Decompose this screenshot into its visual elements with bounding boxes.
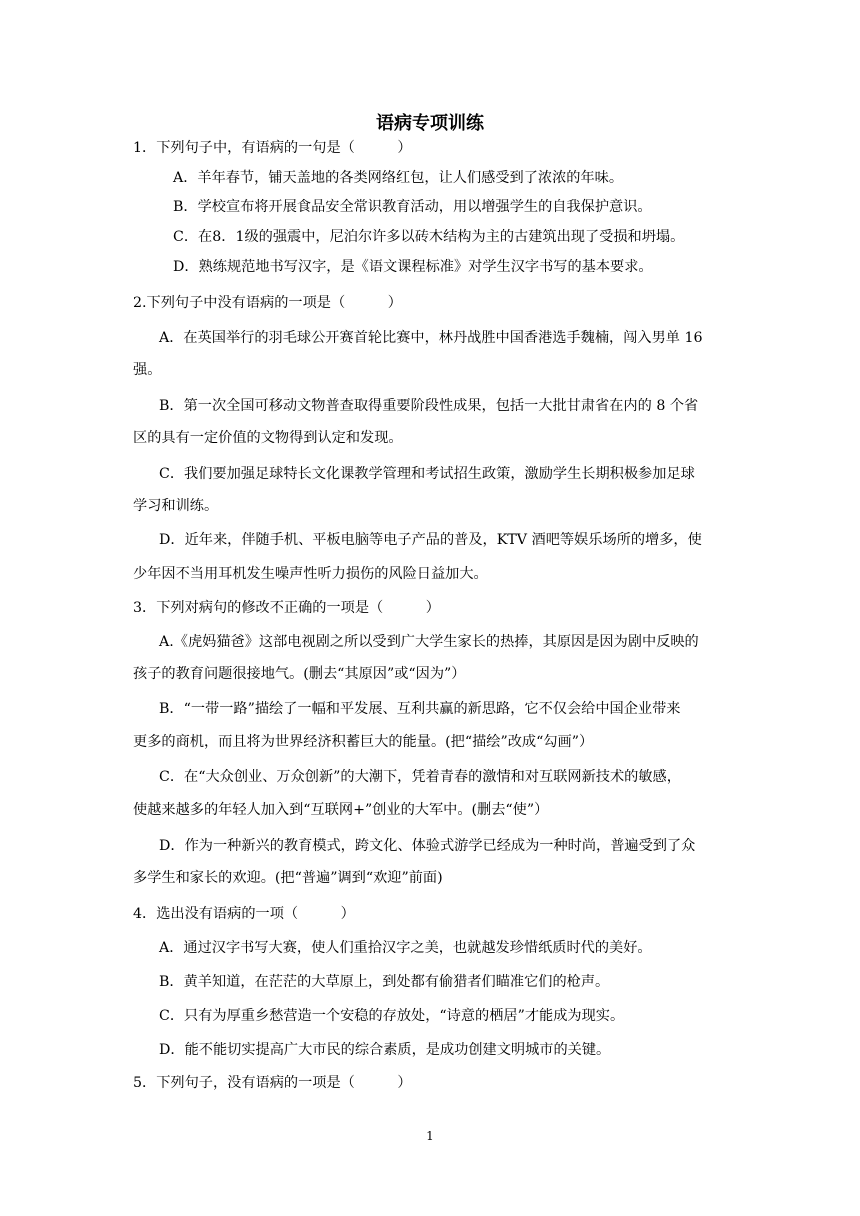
question-3-option-c-line-1: C．在“大众创业、万众创新”的大潮下，凭着青春的激情和对互联网新技术的敏感，	[159, 769, 681, 785]
question-2-option-a-line-1: A．在英国举行的羽毛球公开赛首轮比赛中，林丹战胜中国香港选手魏楠，闯入男单 16	[159, 330, 703, 346]
question-1-option-b: B．学校宣布将开展食品安全常识教育活动，用以增强学生的自我保护意识。	[173, 199, 652, 215]
question-4-option-b: B．黄羊知道，在茫茫的大草原上，到处都有偷猎者们瞄准它们的枪声。	[159, 974, 610, 990]
question-2-option-b-line-1: B．第一次全国可移动文物普查取得重要阶段性成果，包括一大批甘肃省在内的 8 个省	[159, 398, 699, 414]
question-4-option-d: D．能不能切实提高广大市民的综合素质，是成功创建文明城市的关键。	[159, 1042, 611, 1058]
document-title: 语病专项训练	[376, 113, 484, 134]
question-3-option-b-line-1: B．“一带一路”描绘了一幅和平发展、互利共赢的新思路，它不仅会给中国企业带来	[159, 701, 681, 717]
question-3-option-a-line-1: A.《虎妈猫爸》这部电视剧之所以受到广大学生家长的热捧，其原因是因为剧中反映的	[159, 634, 699, 650]
question-2-option-c-line-2: 学习和训练。	[133, 498, 219, 514]
question-2-stem: 2.下列句子中没有语病的一项是（ ）	[133, 295, 402, 311]
question-2-option-d-line-1: D．近年来，伴随手机、平板电脑等电子产品的普及，KTV 酒吧等娱乐场所的增多，使	[159, 532, 702, 548]
question-5-stem: 5．下列句子，没有语病的一项是（ ）	[133, 1075, 412, 1091]
question-3-option-d-line-1: D．作为一种新兴的教育模式，跨文化、体验式游学已经成为一种时尚，普遍受到了众	[159, 838, 696, 854]
question-3-option-c-line-2: 使越来越多的年轻人加入到“互联网+”创业的大军中。(删去“使”）	[133, 802, 549, 818]
question-2-option-c-line-1: C．我们要加强足球特长文化课教学管理和考试招生政策，激励学生长期积极参加足球	[159, 466, 695, 482]
question-4-stem: 4．选出没有语病的一项（ ）	[133, 906, 355, 922]
question-3-option-a-line-2: 孩子的教育问题很接地气。(删去“其原因”或“因为”）	[133, 666, 466, 682]
question-1-option-c: C．在8．1级的强震中，尼泊尔许多以砖木结构为主的古建筑出现了受损和坍塌。	[173, 229, 685, 245]
question-4-option-c: C．只有为厚重乡愁营造一个安稳的存放处，“诗意的栖居”才能成为现实。	[159, 1008, 625, 1024]
question-2-option-b-line-2: 区的具有一定价值的文物得到认定和发现。	[133, 430, 403, 446]
question-3-option-b-line-2: 更多的商机，而且将为世界经济积蓄巨大的能量。(把“描绘”改成“勾画”）	[133, 734, 594, 750]
question-2-option-d-line-2: 少年因不当用耳机发生噪声性听力损伤的风险日益加大。	[133, 566, 488, 582]
question-1-option-a: A．羊年春节，铺天盖地的各类网络红包，让人们感受到了浓浓的年味。	[173, 170, 624, 186]
question-3-stem: 3．下列对病句的修改不正确的一项是（ ）	[133, 600, 440, 616]
question-1-option-d: D．熟练规范地书写汉字，是《语文课程标准》对学生汉字书写的基本要求。	[173, 259, 653, 275]
question-1-stem: 1．下列句子中，有语病的一句是（ ）	[133, 140, 412, 156]
question-3-option-d-line-2: 多学生和家长的欢迎。(把“普遍”调到“欢迎”前面)	[133, 870, 443, 886]
question-2-option-a-line-2: 强。	[133, 362, 162, 378]
question-4-option-a: A．通过汉字书写大赛，使人们重拾汉字之美，也就越发珍惜纸质时代的美好。	[159, 940, 652, 956]
page-number: 1	[426, 1129, 434, 1143]
